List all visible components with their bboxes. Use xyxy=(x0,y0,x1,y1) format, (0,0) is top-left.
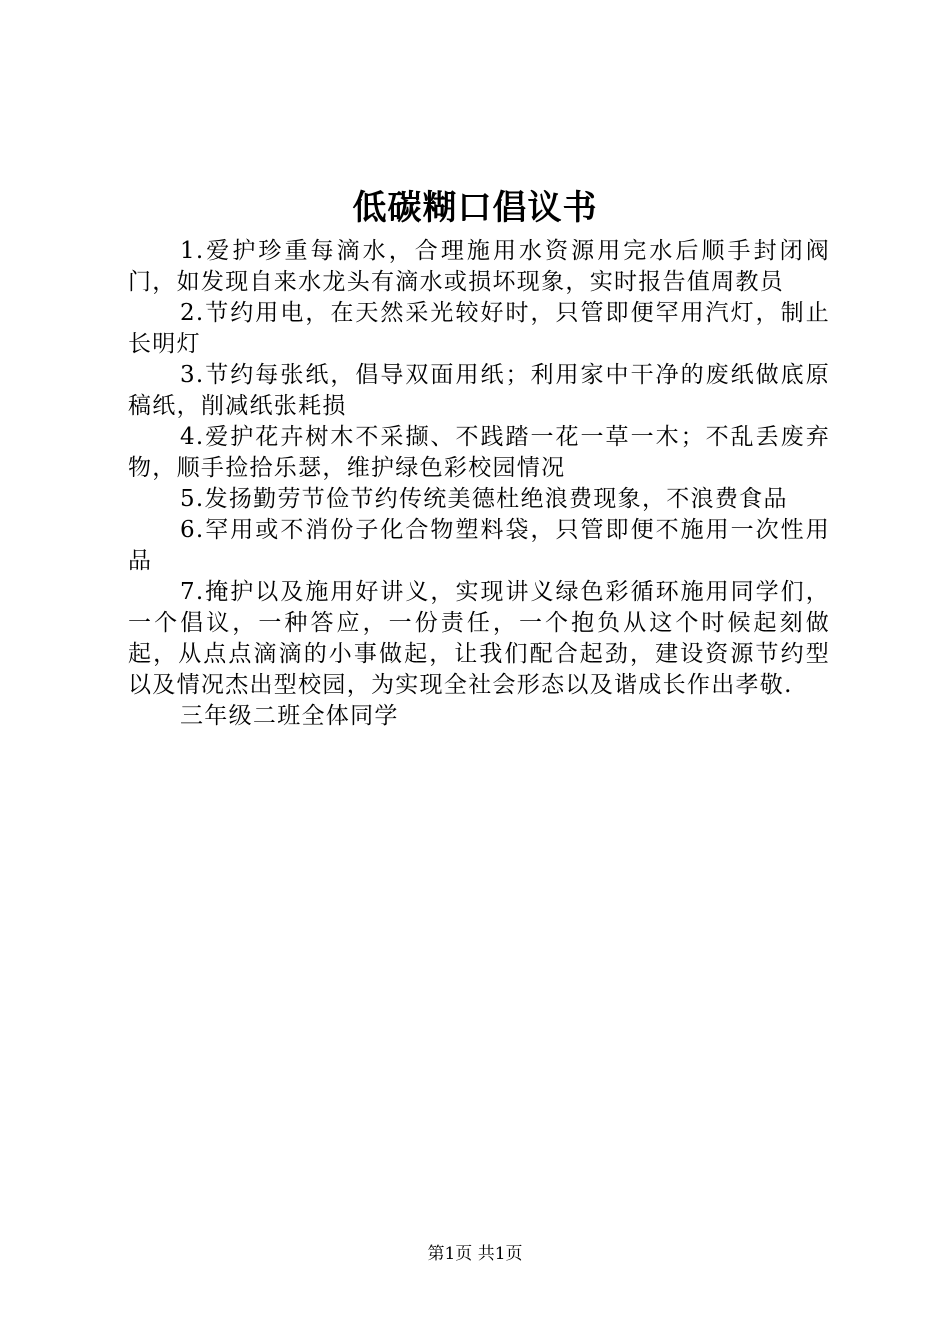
paragraph-5: 5.发扬勤劳节俭节约传统美德杜绝浪费现象，不浪费食品 xyxy=(180,486,788,512)
paragraph-6: 6.罕用或不消份子化合物塑料袋，只管即便不施用一次性用品 xyxy=(128,517,830,574)
paragraph-4: 4.爱护花卉树木不采撷、不践踏一花一草一木；不乱丢废弃物，顺手捡拾乐瑟，维护绿色彩校园情况 xyxy=(128,424,830,481)
document-body xyxy=(128,236,830,732)
paragraph-2: 2.节约用电，在天然采光较好时，只管即便罕用汽灯，制止长明灯 xyxy=(128,300,830,357)
paragraph-3: 3.节约每张纸，倡导双面用纸；利用家中干净的废纸做底原稿纸，削减纸张耗损 xyxy=(128,362,830,419)
page-footer: 第1页 共1页 xyxy=(427,1244,523,1264)
document-title: 低碳糊口倡议书 xyxy=(352,188,598,228)
signature: 三年级二班全体同学 xyxy=(180,703,399,729)
paragraph-1: 1.爱护珍重每滴水，合理施用水资源用完水后顺手封闭阀门，如发现自来水龙头有滴水或损坏现象，实时报告值周教员 xyxy=(128,238,830,295)
paragraph-7: 7.掩护以及施用好讲义，实现讲义绿色彩循环施用同学们，一个倡议，一种答应，一份责任，一个抱负从这个时候起刻做起，从点点滴滴的小事做起，让我们配合起劲，建设资源节约型以及情况杰出型校园，为实现全社会形态以及谐成长作出孝敬. xyxy=(128,579,830,698)
